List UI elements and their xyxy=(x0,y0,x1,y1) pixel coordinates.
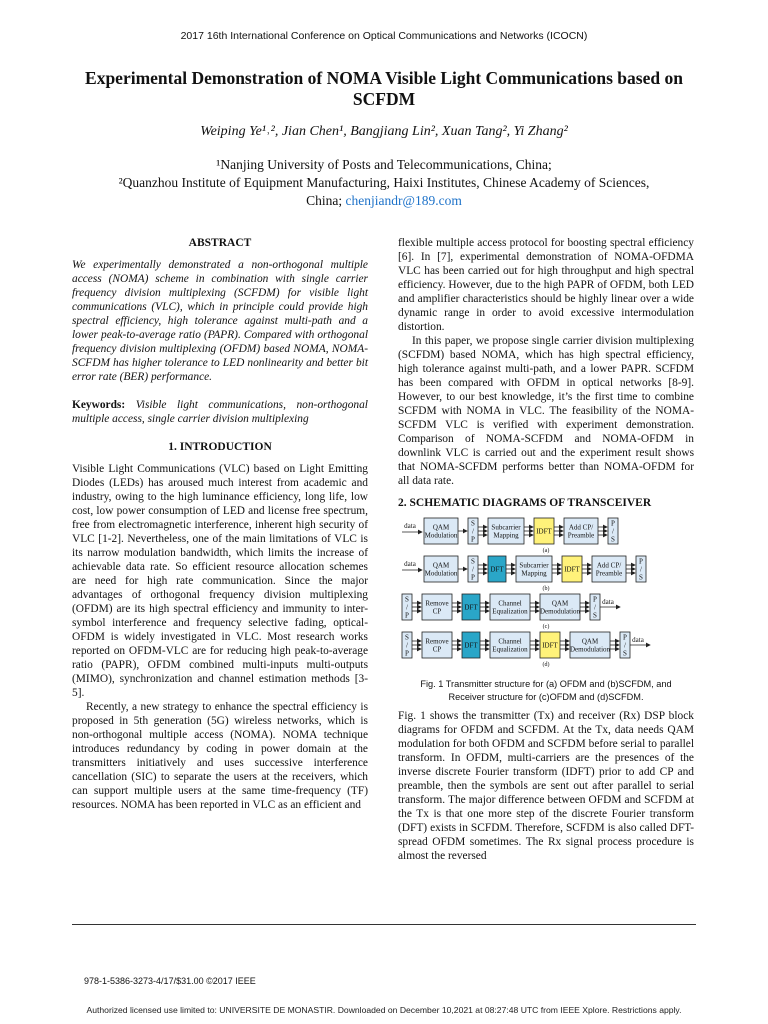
figure-caption-line-1: Fig. 1 Transmitter structure for (a) OFDM and (b)SCFDM, and xyxy=(420,679,672,689)
qam-demodulation-block-text: Demodulation xyxy=(569,645,611,654)
keywords-text: Visible light communications, non-orthogonal multiple access, single carrier division multiplexing xyxy=(72,399,368,425)
qam-modulation-block-text: QAM xyxy=(432,523,450,532)
dft-block-text: DFT xyxy=(490,565,504,574)
remove-cp-block-text: CP xyxy=(432,607,442,616)
abstract-heading: ABSTRACT xyxy=(188,237,252,249)
channel-equalization-block-text: Channel xyxy=(498,637,522,646)
parallel-to-serial-block-text: / xyxy=(612,527,614,536)
qam-modulation-block-text: QAM xyxy=(432,561,450,570)
section-2-heading: 2. SCHEMATIC DIAGRAMS OF TRANSCEIVER xyxy=(398,497,652,509)
idft-block-text: IDFT xyxy=(536,527,552,536)
remove-cp-block-text: CP xyxy=(432,645,442,654)
idft-block-text: IDFT xyxy=(542,641,558,650)
serial-to-parallel-block-text: S xyxy=(471,557,475,566)
channel-equalization-block-text: Equalization xyxy=(492,645,528,654)
footer-divider xyxy=(72,924,696,925)
email-link[interactable]: chenjiandr@189.com xyxy=(345,193,462,208)
paper-title: Experimental Demonstration of NOMA Visible Light Communications based on SCFDM xyxy=(85,68,683,109)
parallel-to-serial-block-text: / xyxy=(624,641,626,650)
serial-to-parallel-block-text: / xyxy=(406,603,408,612)
add-cp-preamble-block-text: Preamble xyxy=(595,569,623,578)
parallel-to-serial-block-text: S xyxy=(623,649,627,658)
dft-block-text: DFT xyxy=(464,603,478,612)
qam-demodulation-block-text: QAM xyxy=(581,637,599,646)
serial-to-parallel-block-text: S xyxy=(405,595,409,604)
serial-to-parallel-block-text: P xyxy=(471,573,475,582)
data-input-label-text: data xyxy=(404,560,416,568)
keywords-label: Keywords: xyxy=(72,399,126,411)
abstract-text: We experimentally demonstrated a non-orthogonal multiple access (NOMA) scheme in combination with single carrier frequency division multiplexing (SCFDM) for visible light communications (VLC), which in principle could provide high spectral efficiency, high tolerance against multi-path and a lower peak-to-average ratio (PAPR). Compared with orthogonal frequency division multiplexing (OFDM) based NOMA, NOMA-SCFDM has higher tolerance to LED nonlinearity and better bit error rate (BER) performance. xyxy=(72,259,368,383)
affiliation-2: ²Quanzhou Institute of Equipment Manufacturing, Haixi Institutes, Chinese Academy of Sciences, xyxy=(118,175,650,190)
channel-equalization-block-text: Equalization xyxy=(492,607,528,616)
figure-1 xyxy=(398,516,694,676)
idft-block-text: IDFT xyxy=(564,565,580,574)
subcarrier-mapping-block-text: Subcarrier xyxy=(491,523,521,532)
conference-header: 2017 16th International Conference on Optical Communications and Networks (ICOCN) xyxy=(180,30,588,42)
subfigure-label: (b) xyxy=(542,586,550,592)
author-list: Weiping Ye¹˒², Jian Chen¹, Bangjiang Lin², Xuan Tang², Yi Zhang² xyxy=(200,124,568,139)
data-output-label-text: data xyxy=(602,598,614,606)
figure-caption xyxy=(398,678,694,704)
parallel-to-serial-block-text: S xyxy=(593,611,597,620)
data-input-label-text: data xyxy=(404,522,416,530)
subfigure-label: (c) xyxy=(542,624,550,630)
intro-paragraph-3: In this paper, we propose single carrier division multiplexing (SCFDM) based NOMA, which has high spectral efficiency, high tolerance against multi-path, and a lower PAPR. SCFDM has been compared with OFDM in optical networks [8-9]. However, to our best knowledge, it’s the first time to combine SCFDM with NOMA in VLC. The feasibility of the NOMA-SCFDM VLC is verified with experiment demonstration. Comparison of NOMA-SCFDM and NOMA-OFDM in downlink VLC is carried out and the experiment result shows that NOMA-SCFDM performs better than NOMA-OFDM for all data rate. xyxy=(398,335,694,487)
footer-license: Authorized licensed use limited to: UNIVERSITE DE MONASTIR. Downloaded on December 10,2021 at 08:27:48 UTC from IEEE Xplore. Restrictions apply. xyxy=(86,1005,682,1015)
qam-modulation-block-text: Modulation xyxy=(424,569,458,578)
subcarrier-mapping-block-text: Subcarrier xyxy=(519,561,549,570)
remove-cp-block-text: Remove xyxy=(425,637,449,646)
subcarrier-mapping-block-text: Mapping xyxy=(493,531,519,540)
affiliation-1: ¹Nanjing University of Posts and Telecommunications, China; xyxy=(216,157,552,172)
section-2-paragraph-1: Fig. 1 shows the transmitter (Tx) and receiver (Rx) DSP block diagrams for OFDM and SCFDM. At the Tx, data needs QAM modulation for both OFDM and SCFDM before serial to parallel transform. In OFDM, multi-carriers are the presences of the inverse discrete Fourier transform (IDFT) prior to add CP and preamble, then the symbols are sent out after parallel to serial transform. The major difference between OFDM and SCFDM at the Tx is that one more step of the discrete Fourier transform (DFT) exists in SCFDM. Therefore, SCFDM is also called DFT-spread OFDM sometimes. The Rx signal process procedure is almost the reversed xyxy=(398,710,694,862)
qam-demodulation-block-text: Demodulation xyxy=(539,607,581,616)
parallel-to-serial-block-text: P xyxy=(623,633,627,642)
affiliations xyxy=(40,156,728,210)
left-column xyxy=(72,236,368,812)
intro-paragraph-2-continued: flexible multiple access protocol for boosting spectral efficiency [6]. In [7], experimental demonstration of NOMA-OFDMA VLC has been carried out for high throughput and high spectral efficiency. However, due to the high PAPR of OFDM, both LED and amplifier characteristics should be highly linear over a wide dynamic range in order to avoid excessive intermodulation distortion. xyxy=(398,237,694,333)
add-cp-preamble-block-text: Add CP/ xyxy=(596,561,622,570)
qam-demodulation-block-text: QAM xyxy=(551,599,569,608)
parallel-to-serial-block-text: / xyxy=(594,603,596,612)
parallel-to-serial-block-text: P xyxy=(639,557,643,566)
intro-paragraph-2: Recently, a new strategy to enhance the spectral efficiency is proposed in 5th generation (5G) wireless networks, which is non-orthogonal multiple access (NOMA). NOMA technique introduces redundancy by coding in power domain at the transmitters initiatively and uses successive interference cancellation (SIC) to separate the users at the receivers, which can support multiple users at the same time-frequency (TF) resources. NOMA has been reported in VLC as an efficient and xyxy=(72,701,368,811)
parallel-to-serial-block-text: P xyxy=(611,519,615,528)
data-output-label-text: data xyxy=(632,636,644,644)
affiliation-3 xyxy=(40,192,728,210)
serial-to-parallel-block-text: S xyxy=(405,633,409,642)
serial-to-parallel-block-text: P xyxy=(405,611,409,620)
subcarrier-mapping-block-text: Mapping xyxy=(521,569,547,578)
parallel-to-serial-block-text: S xyxy=(639,573,643,582)
serial-to-parallel-block-text: / xyxy=(406,641,408,650)
parallel-to-serial-block-text: / xyxy=(640,565,642,574)
right-column xyxy=(398,236,694,863)
block-diagram xyxy=(398,516,694,676)
dft-block-text: DFT xyxy=(464,641,478,650)
keywords xyxy=(72,398,368,426)
qam-modulation-block-text: Modulation xyxy=(424,531,458,540)
serial-to-parallel-block-text: / xyxy=(472,565,474,574)
subfigure-label: (d) xyxy=(542,662,550,668)
channel-equalization-block-text: Channel xyxy=(498,599,522,608)
remove-cp-block-text: Remove xyxy=(425,599,449,608)
serial-to-parallel-block-text: S xyxy=(471,519,475,528)
add-cp-preamble-block-text: Preamble xyxy=(567,531,595,540)
subfigure-label: (a) xyxy=(542,548,550,554)
intro-heading: 1. INTRODUCTION xyxy=(168,441,272,453)
figure-caption-line-2: Receiver structure for (c)OFDM and (d)SCFDM. xyxy=(448,692,644,702)
serial-to-parallel-block-text: P xyxy=(471,535,475,544)
serial-to-parallel-block-text: P xyxy=(405,649,409,658)
affiliation-country: China; xyxy=(306,193,346,208)
parallel-to-serial-block-text: S xyxy=(611,535,615,544)
serial-to-parallel-block-text: / xyxy=(472,527,474,536)
footer-isbn: 978-1-5386-3273-4/17/$31.00 ©2017 IEEE xyxy=(84,976,256,986)
add-cp-preamble-block-text: Add CP/ xyxy=(568,523,594,532)
intro-paragraph-1: Visible Light Communications (VLC) based on Light Emitting Diodes (LEDs) has aroused much interest from academic and industry, owing to the high luminance efficiency, long life, low cost, low power consumption of LED and license free spectrum, free from electromagnetic interference, inherent high security of VLC [1-2]. Nevertheless, one of the main limitations of VLC is its narrow modulation bandwidth, which limits the increase of achievable data rate. So efficient resource allocation schemes are need for high rate communication. Since the major advantages of orthogonal frequency division multiplexing (OFDM) are its high spectral efficiency and immunity to inter-symbol interference and frequency selective fading, optical-OFDM is widely investigated in VLC. Most research works reported on OFDM-VLC are for reducing high peak-to-average ratio (PAPR), OFDM combined multi-inputs multi-outputs (MIMO), synchronization and channel estimation methods [3-5]. xyxy=(72,463,368,699)
parallel-to-serial-block-text: P xyxy=(593,595,597,604)
